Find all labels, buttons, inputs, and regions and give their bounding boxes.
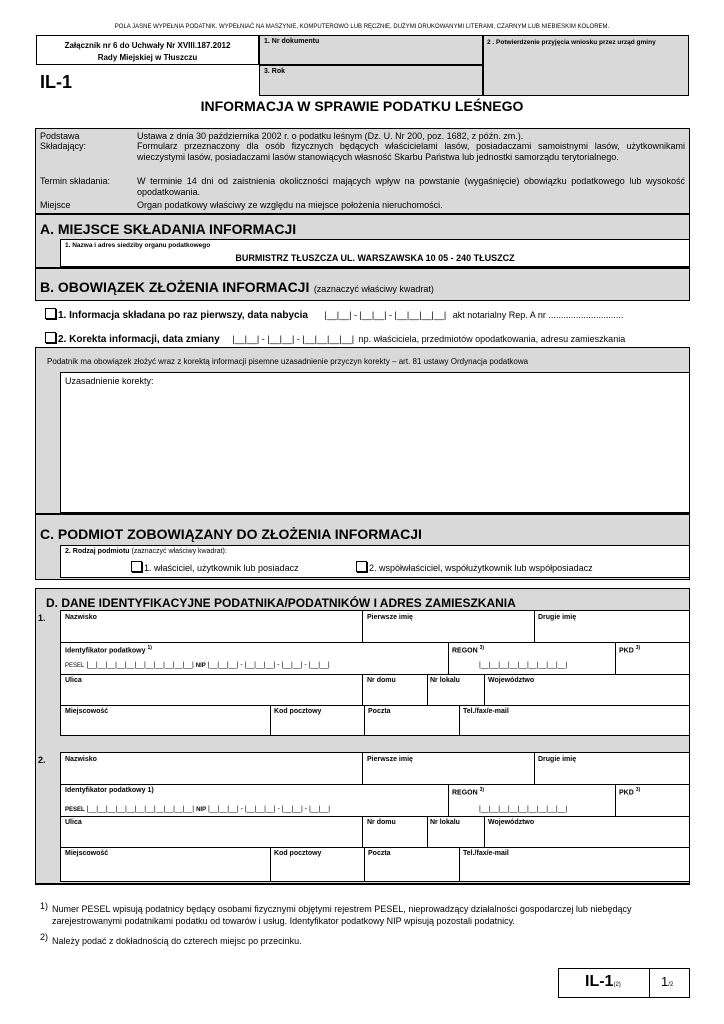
p1-pkd-label: PKD $^{3)}$ [619, 645, 641, 655]
page-title: INFORMACJA W SPRAWIE PODATKU LEŚNEGO [200, 98, 524, 114]
option-correction[interactable] [45, 332, 625, 345]
p1-tax-id-label: Identyfikator podatkowy $^{1)}$ [65, 645, 152, 655]
document-number-field[interactable] [259, 35, 483, 65]
footnote-1-mark: 1) [40, 901, 49, 911]
p1-regon-cells[interactable]: |__|__|__|__|__|__|__|__|__| [479, 662, 568, 669]
notary-deed-text: akt notarialny Rep. A nr .............................. [452, 310, 624, 320]
person-1-block [60, 610, 690, 736]
p2-post-office-label: Poczta [368, 850, 391, 857]
subject-type-note: (zaznaczyć właściwy kwadrat): [131, 548, 227, 555]
person-2-block [60, 752, 690, 882]
basis-label: Podstawa [40, 131, 80, 141]
section-b-heading: B. OBOWIĄZEK ZŁOŻENIA INFORMACJI [40, 279, 310, 295]
owner-checkbox[interactable] [131, 561, 142, 572]
person-1-number: 1. [38, 613, 46, 623]
p2-first-name-label: Pierwsze imię [367, 756, 413, 763]
footnote-2-text: Należy podać z dokładnością do czterech miejsc po przecinku. [52, 936, 302, 946]
correction-label: 2. Korekta informacji, data zmiany [58, 334, 220, 345]
deadline-text: W terminie 14 dni od zaistnienia okoliczności mających wpływ na powstanie (wygaśnięcie) obowiązku podatkowego lub wysokość opodatkowania. [137, 176, 685, 197]
tax-office-value: BURMISTRZ TŁUSZCZA UL. WARSZAWSKA 10 05 - 240 TŁUSZCZ [235, 253, 515, 263]
section-b-heading-wrap [40, 279, 434, 297]
subject-coowner-option[interactable] [356, 561, 593, 573]
p2-house-no-label: Nr domu [367, 819, 396, 826]
p2-contact-label: Tel./fax/e-mail [463, 850, 509, 857]
p2-flat-no-label: Nr lokalu [430, 819, 460, 826]
p2-regon-cells[interactable]: |__|__|__|__|__|__|__|__|__| [479, 806, 568, 813]
owner-label: 1. właściciel, użytkownik lub posiadacz [144, 563, 299, 573]
deadline-label: Termin składania: [40, 176, 111, 186]
p1-postal-code-label: Kod pocztowy [274, 708, 322, 715]
p2-regon-label: REGON $^{3)}$ [452, 787, 485, 797]
p2-postal-code-label: Kod pocztowy [274, 850, 322, 857]
justification-field[interactable] [60, 372, 690, 513]
top-instruction: POLA JASNE WYPEŁNIA PODATNIK. WYPEŁNIAĆ NA MASZYNIE, KOMPUTEROWO LUB RĘCZNIE, DUŻYMI DRUKOWANYMI LITERAMI, CZARNYM LUB NIEBIESKIM KOLOREM. [114, 24, 610, 30]
footer-page-number: 1/2 [661, 974, 674, 989]
p1-house-no-label: Nr domu [367, 677, 396, 684]
section-b-options [35, 300, 690, 348]
basis-text: Ustawa z dnia 30 października 2002 r. o podatku leśnym (Dz. U. Nr 200, poz. 1682, z późn. zm.). [137, 131, 524, 141]
p1-second-name-label: Drugie imię [538, 614, 577, 621]
p2-pesel-row[interactable]: PESEL |__|__|__|__|__|__|__|__|__|__|__| NIP |__|__|__| - |__|__|__| - |__|__| - |__|__| [65, 806, 331, 813]
option-first-filing[interactable] [45, 308, 623, 321]
section-a-heading: A. MIEJSCE SKŁADANIA INFORMACJI [40, 221, 297, 237]
p1-pesel-row[interactable]: PESEL |__|__|__|__|__|__|__|__|__|__|__| NIP |__|__|__| - |__|__|__| - |__|__| - |__|__| [65, 662, 330, 669]
confirmation-field[interactable] [483, 35, 689, 96]
p1-contact-label: Tel./fax/e-mail [463, 708, 509, 715]
p2-surname-label: Nazwisko [65, 756, 97, 763]
p1-flat-no-label: Nr lokalu [430, 677, 460, 684]
p1-first-name-label: Pierwsze imię [367, 614, 413, 621]
tax-office-field[interactable] [60, 239, 690, 267]
subject-type-label: 2. Rodzaj podmiotu [65, 548, 130, 555]
info-box [35, 128, 690, 214]
correction-note: Podatnik ma obowiązek złożyć wraz z korektą informacji pisemne uzasadnienie przyczyn korekty – art. 81 ustawy Ordynacja podatkowa [47, 357, 529, 366]
section-b-heading-note: (zaznaczyć właściwy kwadrat) [313, 284, 434, 294]
p1-post-office-label: Poczta [368, 708, 391, 715]
p2-street-label: Ulica [65, 819, 82, 826]
section-c-heading: C. PODMIOT ZOBOWIĄZANY DO ZŁOŻENIA INFORMACJI [40, 526, 422, 542]
year-field[interactable] [259, 65, 483, 96]
filer-label: Składający: [40, 141, 87, 151]
footer-box [558, 968, 690, 998]
place-label: Miejsce [40, 200, 71, 210]
person-2-number: 2. [38, 755, 46, 765]
form-code: IL-1 [40, 72, 73, 92]
subject-owner-option[interactable] [131, 561, 299, 573]
coowner-label: 2. współwłaściciel, współużytkownik lub współposiadacz [369, 563, 593, 573]
confirmation-label: 2 . Potwierdzenie przyjęcia wniosku przez urząd gminy [487, 39, 656, 46]
footnote-1-text: Numer PESEL wpisują podatnicy będący osobami fizycznymi objętymi rejestrem PESEL, nieprowadzący działalności gospodarczej lub niebędący zarejestrowanymi podatnikami podatku od towarów i usług. Identyfikator podatkowy NIP wpisują pozostali podatnicy. [52, 904, 632, 926]
p1-city-label: Miejscowość [65, 708, 109, 715]
change-date[interactable]: |__|__| - |__|__| - |__|__|__|__| [232, 334, 355, 344]
acquisition-date[interactable]: |__|__| - |__|__| - |__|__|__|__| [324, 310, 447, 320]
footnote-2-mark: 2) [40, 932, 49, 942]
p2-second-name-label: Drugie imię [538, 756, 577, 763]
filer-text: Formularz przeznaczony dla osób fizycznych będących właścicielami lasów, posiadaczami samoistnymi lasów, użytkownikami wieczystymi lasów, posiadaczami lasów stanowiących własność Skarbu Państwa lub jednostki samorządu terytorialnego. [137, 141, 685, 162]
p1-regon-label: REGON $^{3)}$ [452, 645, 485, 655]
p1-voivodeship-label: Województwo [488, 677, 535, 684]
p2-voivodeship-label: Województwo [488, 819, 535, 826]
p1-street-label: Ulica [65, 677, 82, 684]
first-filing-label: 1. Informacja składana po raz pierwszy, data nabycia [58, 310, 308, 321]
first-filing-checkbox[interactable] [45, 308, 56, 319]
p2-tax-id-label: Identyfikator podatkowy 1) [65, 787, 154, 794]
place-text: Organ podatkowy właściwy ze względu na miejsce położenia nieruchomości. [137, 200, 443, 210]
subject-type-field[interactable] [60, 545, 690, 578]
attachment-box [36, 35, 259, 65]
p1-surname-label: Nazwisko [65, 614, 97, 621]
attachment-line2: Rady Miejskiej w Tłuszczu [97, 53, 198, 62]
attachment-line1: Załącznik nr 6 do Uchwały Nr XVIII.187.2012 [64, 41, 231, 50]
subject-type-label-wrap [65, 548, 227, 555]
coowner-checkbox[interactable] [356, 561, 367, 572]
document-number-label: 1. Nr dokumentu [264, 38, 320, 45]
p2-city-label: Miejscowość [65, 850, 109, 857]
footer-form-code: IL-1(2) [585, 973, 621, 990]
section-d-heading: D. DANE IDENTYFIKACYJNE PODATNIKA/PODATNIKÓW I ADRES ZAMIESZKANIA [46, 596, 516, 610]
correction-checkbox[interactable] [45, 332, 56, 343]
correction-example-text: np. właściciela, przedmiotów opodatkowania, adresu zamieszkania [358, 334, 626, 344]
justification-label: Uzasadnienie korekty: [65, 376, 154, 386]
year-label: 3. Rok [264, 68, 286, 75]
p2-pkd-label: PKD $^{3)}$ [619, 787, 641, 797]
tax-office-label: 1. Nazwa i adres siedziby organu podatkowego [65, 242, 211, 249]
